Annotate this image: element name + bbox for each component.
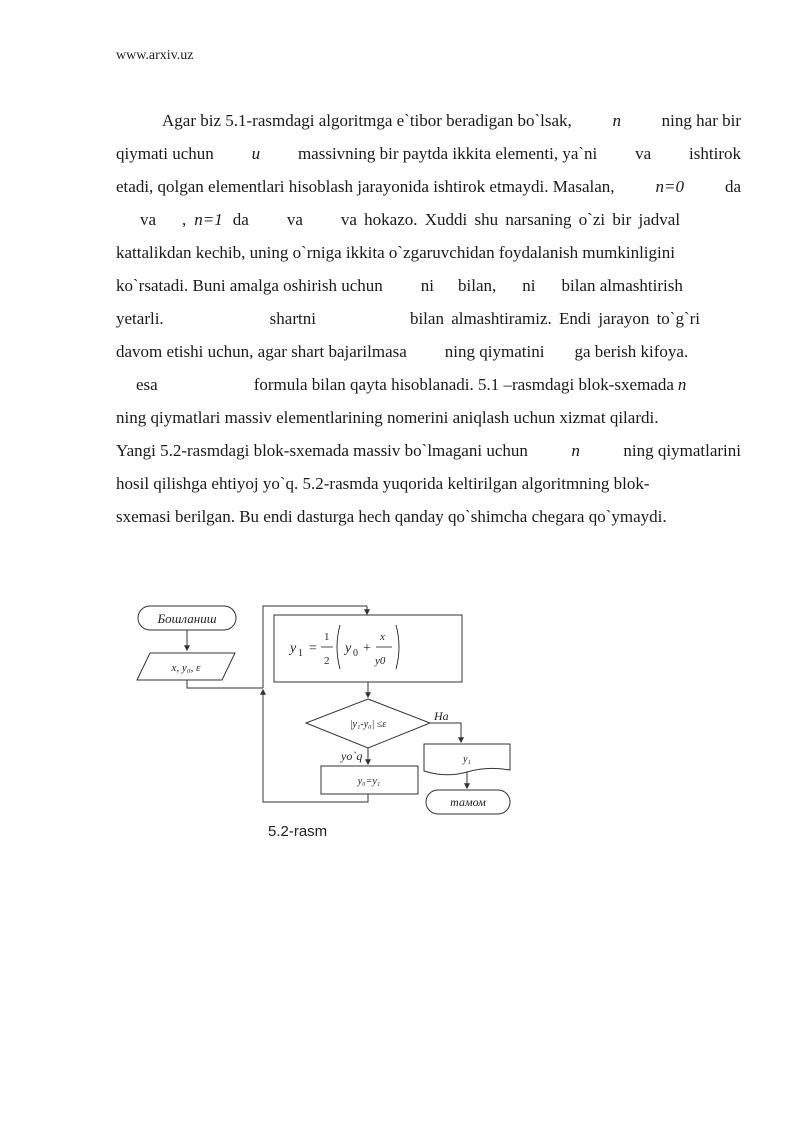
svg-text:+: + [363, 641, 371, 656]
svg-text:y: y [345, 641, 352, 656]
input-label: x, y₀, ε [171, 662, 201, 674]
svg-text:y0: y0 [375, 655, 386, 667]
paragraph-line-13: sxemasi berilgan. Bu endi dasturga hech qanday qo`shimcha chegara qo`ymaydi. [116, 507, 667, 526]
svg-text:=: = [309, 641, 317, 656]
figure-caption: 5.2-rasm [268, 823, 328, 840]
svg-text:0: 0 [353, 648, 358, 659]
paragraph-line-3: etadi, qolgan elementlari hisoblash jarayonida ishtirok etmaydi. Masalan, n=0 da [116, 177, 741, 196]
paragraph-line-4: va , n=1 da va va hokazo. Xuddi shu narsaning o`zi bir jadval [140, 210, 681, 229]
end-label: тамом [450, 795, 486, 809]
svg-text:1: 1 [324, 631, 330, 643]
paragraph-line-2: qiymati uchun u massivning bir paytda ikkita elementi, ya`ni va ishtirok [116, 144, 741, 163]
paragraph-line-10: ning qiymatlari massiv elementlarining nomerini aniqlash uchun xizmat qilardi. [116, 408, 659, 427]
paragraph-line-9: esa formula bilan qayta hisoblanadi. 5.1 –rasmdagi blok-sxemada n [136, 375, 687, 394]
assign-label: y₀=y₁ [357, 776, 381, 787]
yes-label: Ha [434, 709, 449, 723]
condition-label: |y₁-y₀| ≤ε [349, 719, 387, 730]
paragraph-line-5: kattalikdan kechib, uning o`rniga ikkita o`zgaruvchidan foydalanish mumkinligini [116, 243, 675, 262]
flowchart [0, 590, 800, 830]
paragraph-line-7: yetarli. shartni bilan almashtiramiz. Endi jarayon to`g`ri [116, 309, 701, 328]
svg-text:y: y [290, 641, 297, 656]
paragraph-line-6: ko`rsatadi. Buni amalga oshirish uchun ni bilan, ni bilan almashtirish [116, 276, 683, 295]
paragraph-line-8: davom etishi uchun, agar shart bajarilmasa ning qiymatini ga berish kifoya. [116, 342, 689, 361]
no-label: yo`q [341, 749, 363, 763]
output-label: y₁ [463, 754, 471, 765]
start-label: Бошланиш [157, 611, 217, 626]
paragraph-line-12: hosil qilishga ehtiyoj yo`q. 5.2-rasmda yuqorida keltirilgan algoritmning blok- [116, 474, 650, 493]
site-url: www.arxiv.uz [116, 48, 194, 63]
svg-text:1: 1 [298, 648, 303, 659]
svg-text:x: x [380, 631, 385, 643]
paragraph-line-1: Agar biz 5.1-rasmdagi algoritmga e`tibor beradigan bo`lsak, n ning har bir [162, 111, 741, 130]
svg-text:2: 2 [324, 655, 330, 667]
paragraph-line-11: Yangi 5.2-rasmdagi blok-sxemada massiv bo`lmagani uchun n ning qiymatlarini [116, 441, 741, 460]
